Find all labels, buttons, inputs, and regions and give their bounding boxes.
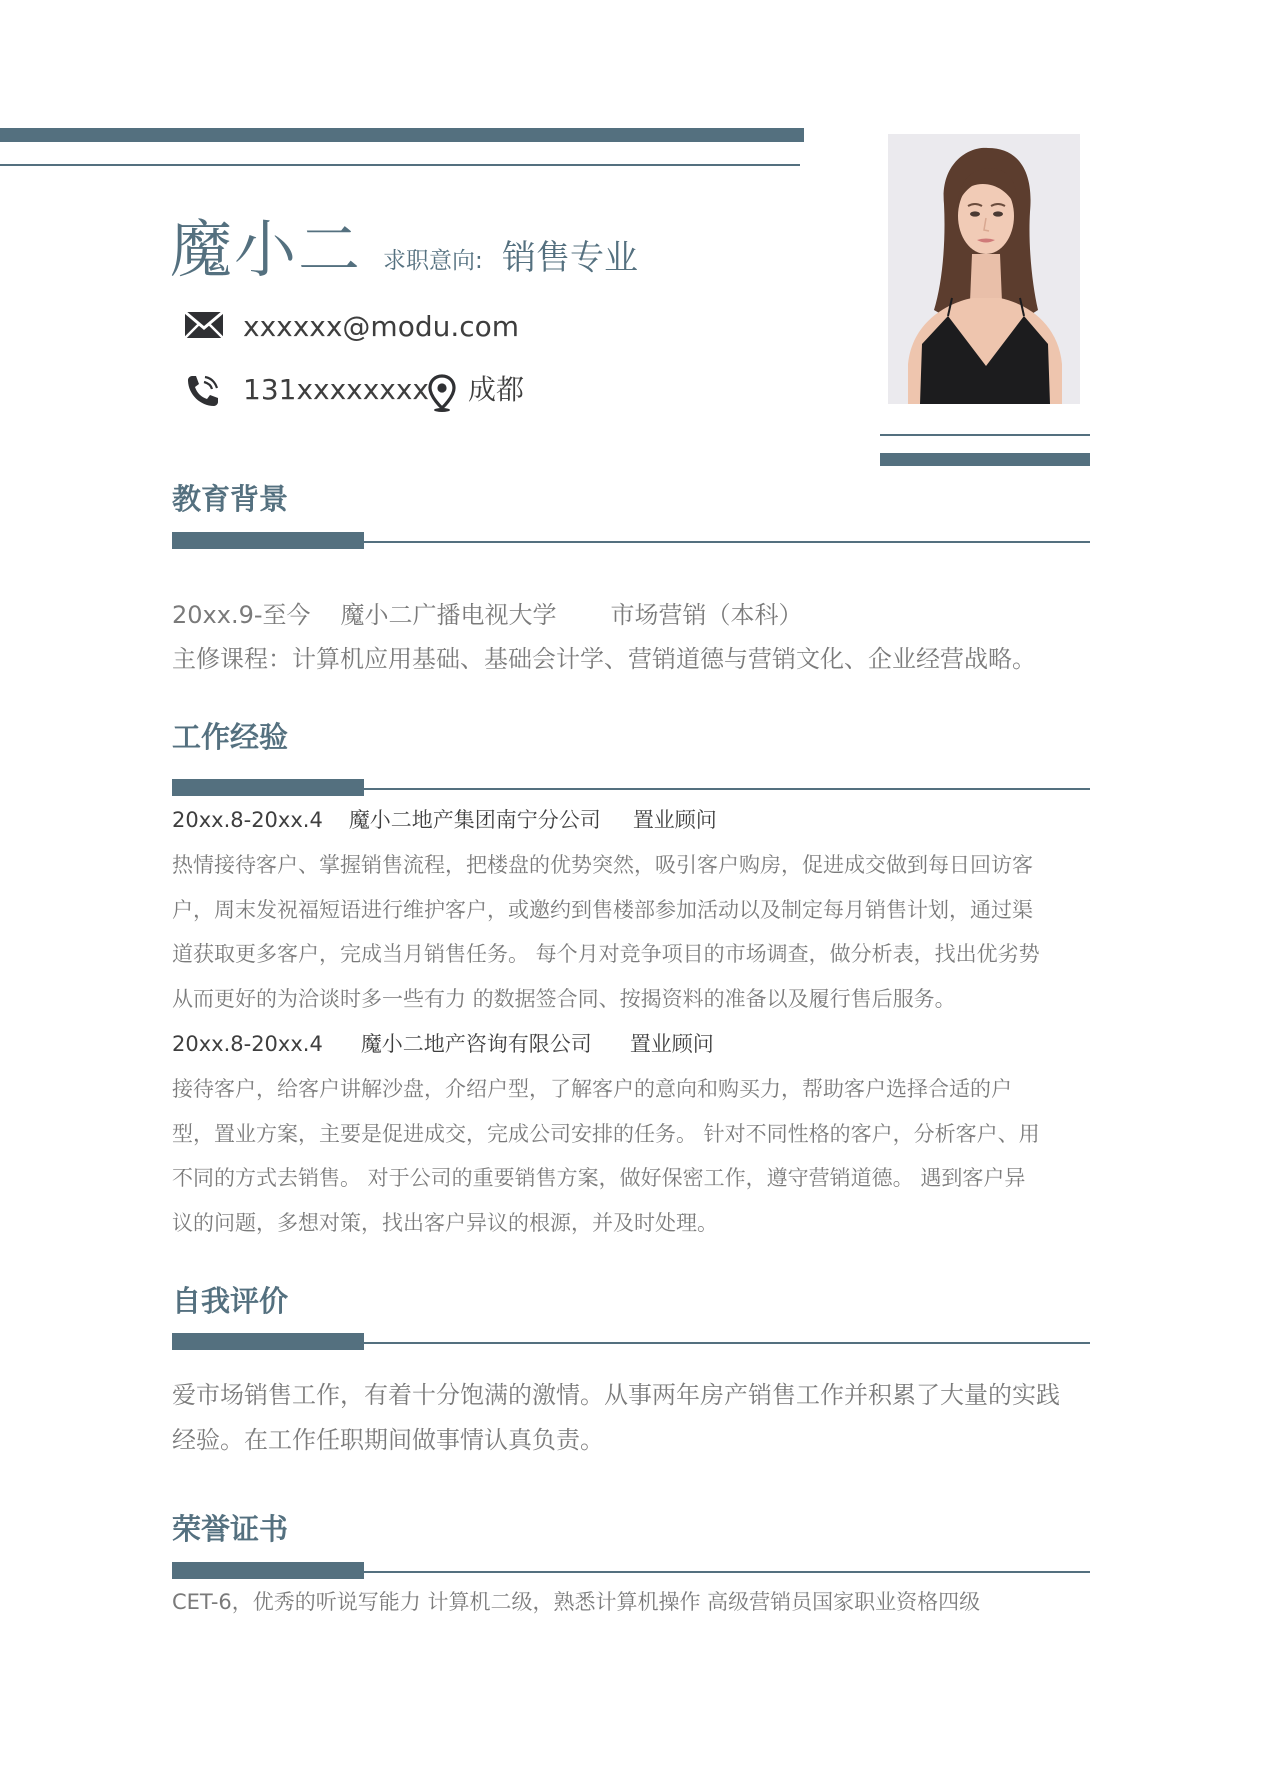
phone-icon [184,374,224,414]
education-school: 魔小二广播电视大学 [340,601,557,629]
job-desc-line: 户，周末发祝福短语进行维护客户，或邀约到售楼部参加活动以及制定每月销售计划，通过渠 [172,898,1033,922]
education-section-title: 教育背景 [172,482,289,516]
self-eval-line: 爱市场销售工作，有着十分饱满的激情。从事两年房产销售工作并积累了大量的实践 [172,1381,1060,1409]
education-entry [172,593,1092,637]
city-text: 成都 [468,373,525,406]
job-role: 置业顾问 [629,1032,714,1056]
job-desc-line: 不同的方式去销售。 对于公司的重要销售方案，做好保密工作，遵守营销道德。 遇到客户异 [172,1166,1026,1190]
work-divider [364,788,1090,790]
education-title-bar [172,532,364,549]
education-major: 市场营销（本科） [610,601,803,629]
phone-text: 131xxxxxxxx [243,373,430,406]
job-desc-line: 热情接待客户、掌握销售流程，把楼盘的优势突然，吸引客户购房，促进成交做到每日回访客 [172,853,1033,877]
honors-divider [364,1571,1090,1573]
job-desc-line: 型，置业方案，主要是促进成交，完成公司安排的任务。 针对不同性格的客户，分析客户、用 [172,1122,1040,1146]
photo-thin-bar [880,434,1090,436]
work-title-bar [172,779,364,796]
work-section-title: 工作经验 [172,720,289,754]
education-divider [364,541,1090,543]
envelope-icon [184,310,224,350]
honors-text: CET-6，优秀的听说写能力 计算机二级，熟悉计算机操作 高级营销员国家职业资格四级 [172,1590,981,1614]
job-period: 20xx.8-20xx.4 [172,1032,323,1056]
job-company: 魔小二地产集团南宁分公司 [348,808,601,832]
education-period: 20xx.9-至今 [172,601,311,629]
job-role: 置业顾问 [632,808,717,832]
job-header [172,1022,1092,1066]
job-desc-line: 接待客户，给客户讲解沙盘，介绍户型，了解客户的意向和购买力，帮助客户选择合适的户 [172,1077,1012,1101]
honors-title-bar [172,1562,364,1579]
honors-section-title: 荣誉证书 [172,1512,289,1546]
header-thin-bar [0,164,800,166]
email-text: xxxxxx@modu.com [243,310,520,343]
self-eval-section-title: 自我评价 [172,1284,289,1318]
job-header [172,798,1092,842]
candidate-name: 魔小二 [170,213,363,286]
job-company: 魔小二地产咨询有限公司 [360,1032,592,1056]
self-eval-divider [364,1342,1090,1344]
job-desc-line: 从而更好的为洽谈时多一些有力 的数据签合同、按揭资料的准备以及履行售后服务。 [172,987,956,1011]
job-desc-line: 道获取更多客户，完成当月销售任务。 每个月对竞争项目的市场调查，做分析表，找出优劣势 [172,942,1040,966]
education-courses: 主修课程：计算机应用基础、基础会计学、营销道德与营销文化、企业经营战略。 [172,645,1036,673]
self-eval-line: 经验。在工作任职期间做事情认真负责。 [172,1426,604,1454]
header-thick-bar [0,128,804,142]
self-eval-title-bar [172,1333,364,1350]
job-intent-label: 求职意向: [383,248,483,274]
photo-thick-bar [880,453,1090,466]
location-pin-icon [428,374,468,414]
job-intent-value: 销售专业 [502,238,638,278]
profile-photo [888,134,1080,404]
job-desc-line: 议的问题，多想对策，找出客户异议的根源，并及时处理。 [172,1211,718,1235]
job-period: 20xx.8-20xx.4 [172,808,323,832]
